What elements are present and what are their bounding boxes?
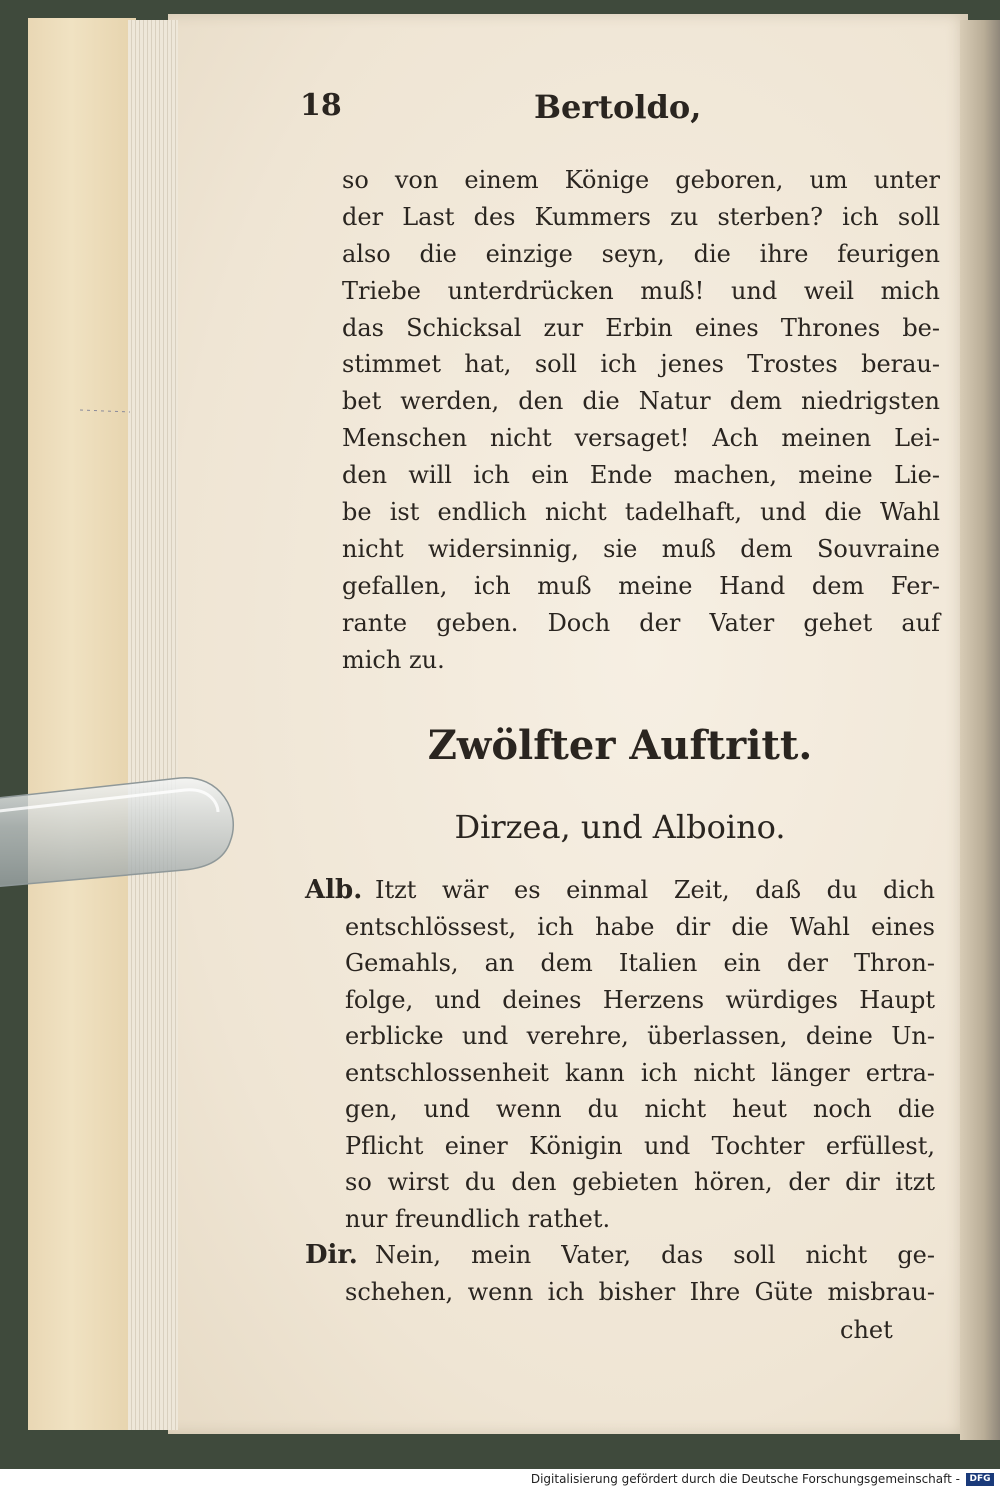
- text-line: also die einzige seyn, die ihre feurigen: [342, 239, 940, 268]
- text-line: entschlossenheit kann ich nicht länger ertra-: [345, 1058, 935, 1087]
- text-line: das Schicksal zur Erbin eines Thrones be-: [342, 313, 940, 342]
- text-line: erblicke und verehre, überlassen, deine Un-: [345, 1022, 935, 1050]
- binding-gutter: [960, 20, 1000, 1440]
- text-line: entschlössest, ich habe dir die Wahl eines: [345, 912, 935, 941]
- text-line: Triebe unterdrücken muß! und weil mich: [342, 276, 940, 305]
- text-line: Gemahls, an dem Italien ein der Thron-: [345, 949, 935, 977]
- left-page-edge: [28, 18, 136, 1430]
- text-line: Itzt wär es einmal Zeit, daß du dich: [375, 876, 935, 904]
- body-text: [342, 162, 940, 678]
- scene-heading: Zwölfter Auftritt.: [427, 722, 813, 769]
- dfg-logo: DFG: [966, 1473, 994, 1486]
- text-line: der Last des Kummers zu sterben? ich soll: [342, 202, 940, 231]
- text-line: Menschen nicht versaget! Ach meinen Lei-: [342, 424, 940, 453]
- text-line: schehen, wenn ich bisher Ihre Güte misbrau-: [345, 1277, 935, 1306]
- faint-page-marks: [80, 400, 140, 420]
- funding-credit: Digitalisierung gefördert durch die Deutsche Forschungsgemeinschaft -: [530, 1472, 960, 1486]
- text-line: folge, und deines Herzens würdiges Haupt: [345, 985, 935, 1014]
- scene-cast: Dirzea, und Alboino.: [454, 808, 786, 846]
- page-stack-edges: [128, 20, 178, 1430]
- text-line: nur freundlich rathet.: [345, 1204, 611, 1233]
- footer-bar: [0, 1469, 1000, 1491]
- text-line: mich zu.: [342, 645, 445, 674]
- text-line: Nein, mein Vater, das soll nicht ge-: [375, 1241, 935, 1269]
- text-line: bet werden, den die Natur dem niedrigsten: [342, 387, 940, 416]
- text-line: so von einem Könige geboren, um unter: [342, 166, 940, 194]
- page-number: 18: [300, 88, 342, 123]
- text-line: rante geben. Doch der Vater gehet auf: [342, 608, 940, 637]
- text-line: nicht widersinnig, sie muß dem Souvraine: [342, 534, 940, 563]
- text-line: den will ich ein Ende machen, meine Lie-: [342, 461, 940, 490]
- speech-text: [345, 1237, 935, 1310]
- glass-page-weight: [0, 772, 242, 892]
- text-line: Pflicht einer Königin und Tochter erfüllest,: [345, 1131, 935, 1160]
- speaker-label: Dir.: [305, 1240, 358, 1270]
- text-line: be ist endlich nicht tadelhaft, und die Wahl: [342, 498, 940, 527]
- running-title: Bertoldo,: [534, 88, 702, 126]
- text-line: gen, und wenn du nicht heut noch die: [345, 1095, 935, 1123]
- catchword: chet: [840, 1316, 893, 1344]
- text-line: stimmet hat, soll ich jenes Trostes berau-: [342, 350, 940, 379]
- text-line: so wirst du den gebieten hören, der dir itzt: [345, 1168, 935, 1196]
- running-head: [300, 82, 940, 130]
- speech-text: [345, 872, 935, 1237]
- text-line: gefallen, ich muß meine Hand dem Fer-: [342, 571, 940, 600]
- speaker-label: Alb.: [305, 875, 363, 905]
